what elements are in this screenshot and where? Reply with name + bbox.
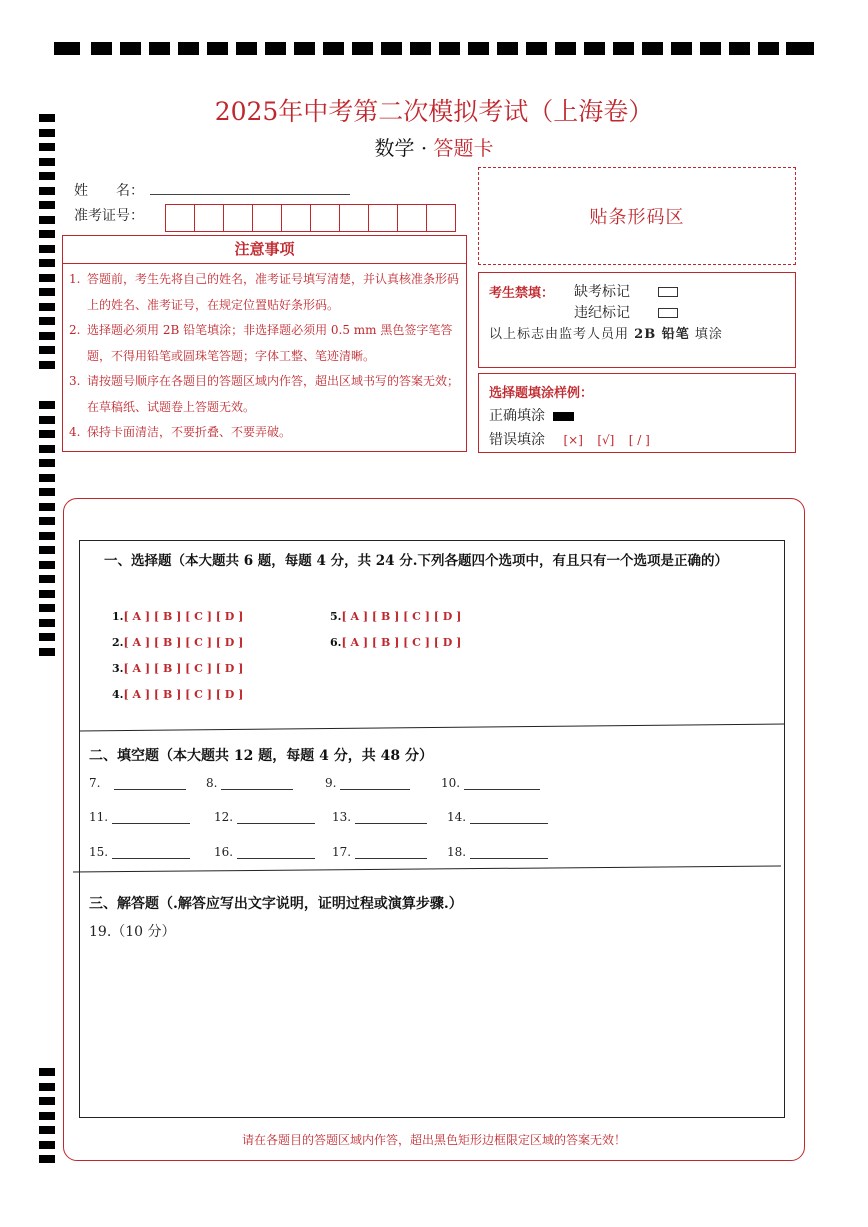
choice-question-2[interactable]: 2.[ A ] [ B ] [ C ] [ D ] (112, 636, 244, 649)
wrong-sample-row: 错误填涂 [×] [√] [ / ] (489, 432, 650, 448)
wrong-mark: [√] (597, 433, 615, 447)
blank-18[interactable]: 18. (447, 845, 548, 859)
blank-8[interactable]: 8. (206, 776, 293, 790)
choice-options[interactable]: [ A ] [ B ] [ C ] [ D ] (123, 636, 244, 649)
blank-15[interactable]: 15. (89, 845, 190, 859)
blank-7[interactable]: 7. (89, 776, 186, 790)
blank-17[interactable]: 17. (332, 845, 427, 859)
absent-label: 缺考标记 (574, 284, 630, 300)
wrong-mark: [ / ] (628, 433, 650, 447)
notice-item: 3. 请按题号顺序在各题目的答题区域内作答，超出区域书写的答案无效；在草稿纸、试题卷上答题无效。 (69, 374, 460, 414)
subtitle-dot: · (420, 136, 428, 160)
card-label: 答题卡 (433, 136, 494, 160)
blank-line[interactable] (464, 789, 540, 790)
barcode-label: 贴条形码区 (589, 207, 685, 228)
blank-14[interactable]: 14. (447, 810, 548, 824)
subject-label: 数学 (374, 136, 415, 160)
blank-12[interactable]: 12. (214, 810, 315, 824)
blank-line[interactable] (340, 789, 410, 790)
choice-options[interactable]: [ A ] [ B ] [ C ] [ D ] (341, 610, 462, 623)
choice-options[interactable]: [ A ] [ B ] [ C ] [ D ] (123, 662, 244, 675)
blank-line[interactable] (237, 823, 315, 824)
id-label: 准考证号： (74, 208, 144, 224)
blank-11[interactable]: 11. (89, 810, 190, 824)
blank-line[interactable] (112, 823, 190, 824)
blank-line[interactable] (221, 789, 293, 790)
section2-title: 二、填空题（本大题共 12 题，每题 4 分，共 48 分） (89, 748, 433, 764)
page-title: 2025年中考第二次模拟考试（上海卷） (214, 97, 654, 126)
blank-10[interactable]: 10. (441, 776, 540, 790)
question-19-label: 19.（10 分） (89, 924, 176, 940)
blank-line[interactable] (237, 858, 315, 859)
question-19-answer-area[interactable] (86, 945, 776, 1110)
notice-item: 2. 选择题必须用 2B 铅笔填涂；非选择题必须用 0.5 mm 黑色签字笔答题，不得用铅笔或圆珠笔答题；字体工整、笔迹清晰。 (69, 323, 453, 363)
notice-header: 注意事项 (63, 236, 466, 264)
section3-title: 三、解答题（.解答应写出文字说明，证明过程或演算步骤.） (89, 896, 463, 912)
forbid-title: 考生禁填： (489, 286, 555, 301)
footer-warning: 请在各题目的答题区域内作答，超出黑色矩形边框限定区域的答案无效！ (241, 1133, 626, 1147)
name-label: 姓 名： (74, 183, 144, 199)
blank-line[interactable] (355, 823, 427, 824)
forbid-note: 以上标志由监考人员用 2B 铅笔 填涂 (489, 327, 723, 342)
wrong-mark: [×] (563, 433, 583, 447)
choice-question-1[interactable]: 1.[ A ] [ B ] [ C ] [ D ] (112, 610, 244, 623)
section-divider-1 (79, 724, 785, 731)
blank-line[interactable] (470, 823, 548, 824)
sample-title: 选择题填涂样例： (489, 386, 594, 401)
blank-line[interactable] (114, 789, 186, 790)
blank-line[interactable] (470, 858, 548, 859)
blank-line[interactable] (355, 858, 427, 859)
blank-16[interactable]: 16. (214, 845, 315, 859)
violation-label: 违纪标记 (574, 305, 630, 321)
choice-question-3[interactable]: 3.[ A ] [ B ] [ C ] [ D ] (112, 662, 244, 675)
notice-item: 4. 保持卡面清洁，不要折叠、不要弄破。 (69, 425, 292, 439)
choice-question-4[interactable]: 4.[ A ] [ B ] [ C ] [ D ] (112, 688, 244, 701)
choice-options[interactable]: [ A ] [ B ] [ C ] [ D ] (341, 636, 462, 649)
blank-9[interactable]: 9. (325, 776, 410, 790)
choice-options[interactable]: [ A ] [ B ] [ C ] [ D ] (123, 610, 244, 623)
blank-13[interactable]: 13. (332, 810, 427, 824)
section1-title: 一、选择题（本大题共 6 题，每题 4 分，共 24 分.下列各题四个选项中，有且只有一个选项是正确的） (104, 553, 728, 569)
blank-line[interactable] (112, 858, 190, 859)
choice-question-5[interactable]: 5.[ A ] [ B ] [ C ] [ D ] (330, 610, 462, 623)
section-divider-2 (73, 866, 781, 872)
notice-item: 1. 答题前，考生先将自己的姓名，准考证号填写清楚，并认真核准条形码上的姓名、准考证号，在规定位置贴好条形码。 (69, 272, 460, 312)
choice-question-6[interactable]: 6.[ A ] [ B ] [ C ] [ D ] (330, 636, 462, 649)
correct-sample-row: 正确填涂 (489, 405, 574, 425)
choice-options[interactable]: [ A ] [ B ] [ C ] [ D ] (123, 688, 244, 701)
